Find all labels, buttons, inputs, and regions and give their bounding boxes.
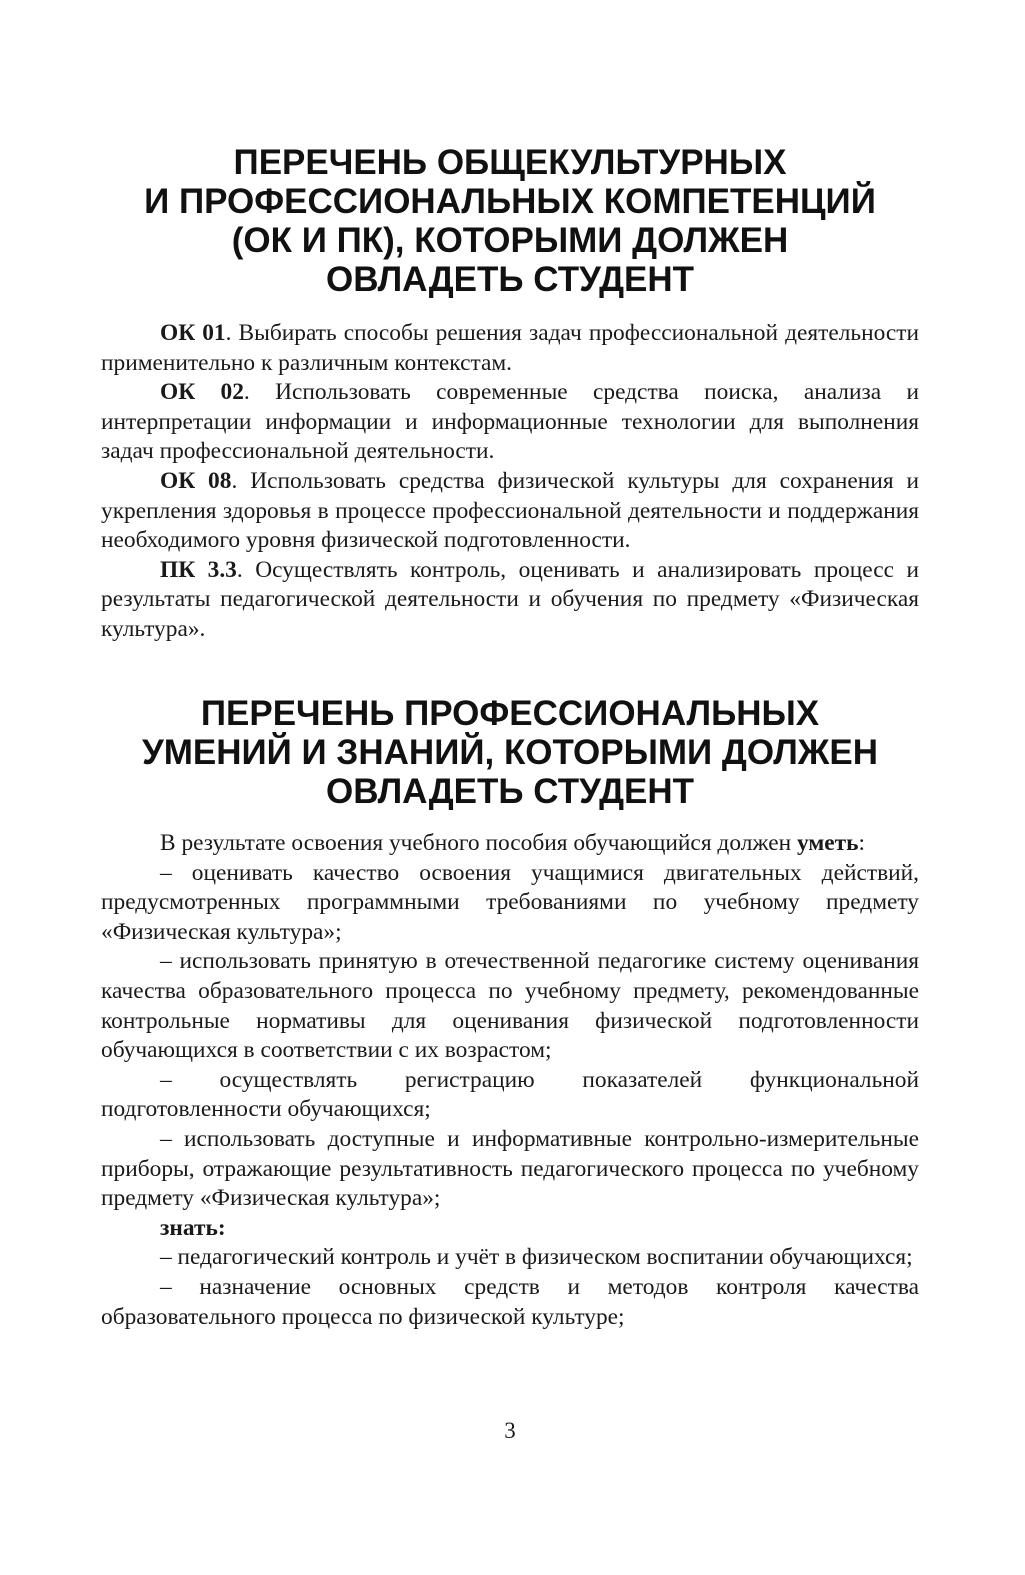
heading-line: ПЕРЕЧЕНЬ ОБЩЕКУЛЬТУРНЫХ <box>233 143 787 182</box>
knowledge-item: – назначение основных средств и методов контроля качества образовательного процесса по физической культуре; <box>101 1273 919 1330</box>
competency-code: ОК 08 <box>160 467 232 494</box>
competency-item <box>101 467 919 556</box>
heading-skills <box>101 694 919 811</box>
heading-line: ОВЛАДЕТЬ СТУДЕНТ <box>325 772 694 811</box>
skill-item: – оценивать качество освоения учащимися двигательных действий, предусмотренных программными требованиями по учебному предмету «Физическая культура»; <box>101 859 919 945</box>
skill-item: – использовать доступные и информативные контрольно-измерительные приборы, отражающие результативность педагогического процесса по учебному предмету «Физическая культура»; <box>101 1125 919 1212</box>
skills-label-suffix: : <box>858 830 866 856</box>
heading-competencies <box>101 143 919 299</box>
skills-label: уметь <box>796 830 859 856</box>
competency-text: . Использовать средства физической культуры для сохранения и укрепления здоровья в процессе профессиональной деятельности и поддержания необходимого уровня физической подготовленности. <box>101 467 919 554</box>
heading-line: УМЕНИЙ И ЗНАНИЙ, КОТОРЫМИ ДОЛЖЕН <box>141 733 879 772</box>
competency-list <box>101 319 919 645</box>
competency-code: ОК 01 <box>160 320 226 346</box>
competency-item <box>101 378 919 467</box>
competency-item <box>101 556 919 645</box>
skills-intro-text: В результате освоения учебного пособия обучающийся должен <box>160 830 797 856</box>
skill-item: – использовать принятую в отечественной педагогике систему оценивания качества образовательного процесса по учебному предмету, рекомендованные контрольные нормативы для оценивания физической подготовленности обучающихся в соответствии с их возрастом; <box>101 948 919 1064</box>
skills-list <box>101 829 919 1332</box>
heading-line: ОВЛАДЕТЬ СТУДЕНТ <box>325 260 694 299</box>
knowledge-label: знать: <box>160 1214 226 1241</box>
page-number: 3 <box>504 1418 516 1443</box>
competency-item <box>101 319 919 378</box>
competency-text: . Использовать современные средства поиска, анализа и интерпретации информации и информационные технологии для выполнения задач профессиональной деятельности. <box>101 379 919 465</box>
competency-code: ОК 02 <box>160 379 244 406</box>
skills-intro <box>101 829 919 859</box>
knowledge-item: – педагогический контроль и учёт в физическом воспитании обучающихся; <box>160 1244 913 1271</box>
competency-text: . Выбирать способы решения задач профессиональной деятельности применительно к различным контекстам. <box>101 320 919 376</box>
heading-line: ПЕРЕЧЕНЬ ПРОФЕССИОНАЛЬНЫХ <box>200 694 820 733</box>
knowledge-label-line <box>101 1214 919 1244</box>
competency-text: . Осуществлять контроль, оценивать и анализировать процесс и результаты педагогической деятельности и обучения по предмету «Физическая культура». <box>101 556 919 642</box>
skill-item: – осуществлять регистрацию показателей функциональной подготовленности обучающихся; <box>101 1066 919 1123</box>
heading-line: (ОК И ПК), КОТОРЫМИ ДОЛЖЕН <box>231 221 789 260</box>
competency-code: ПК 3.3 <box>160 556 237 583</box>
heading-line: И ПРОФЕССИОНАЛЬНЫХ КОМПЕТЕНЦИЙ <box>144 182 876 221</box>
